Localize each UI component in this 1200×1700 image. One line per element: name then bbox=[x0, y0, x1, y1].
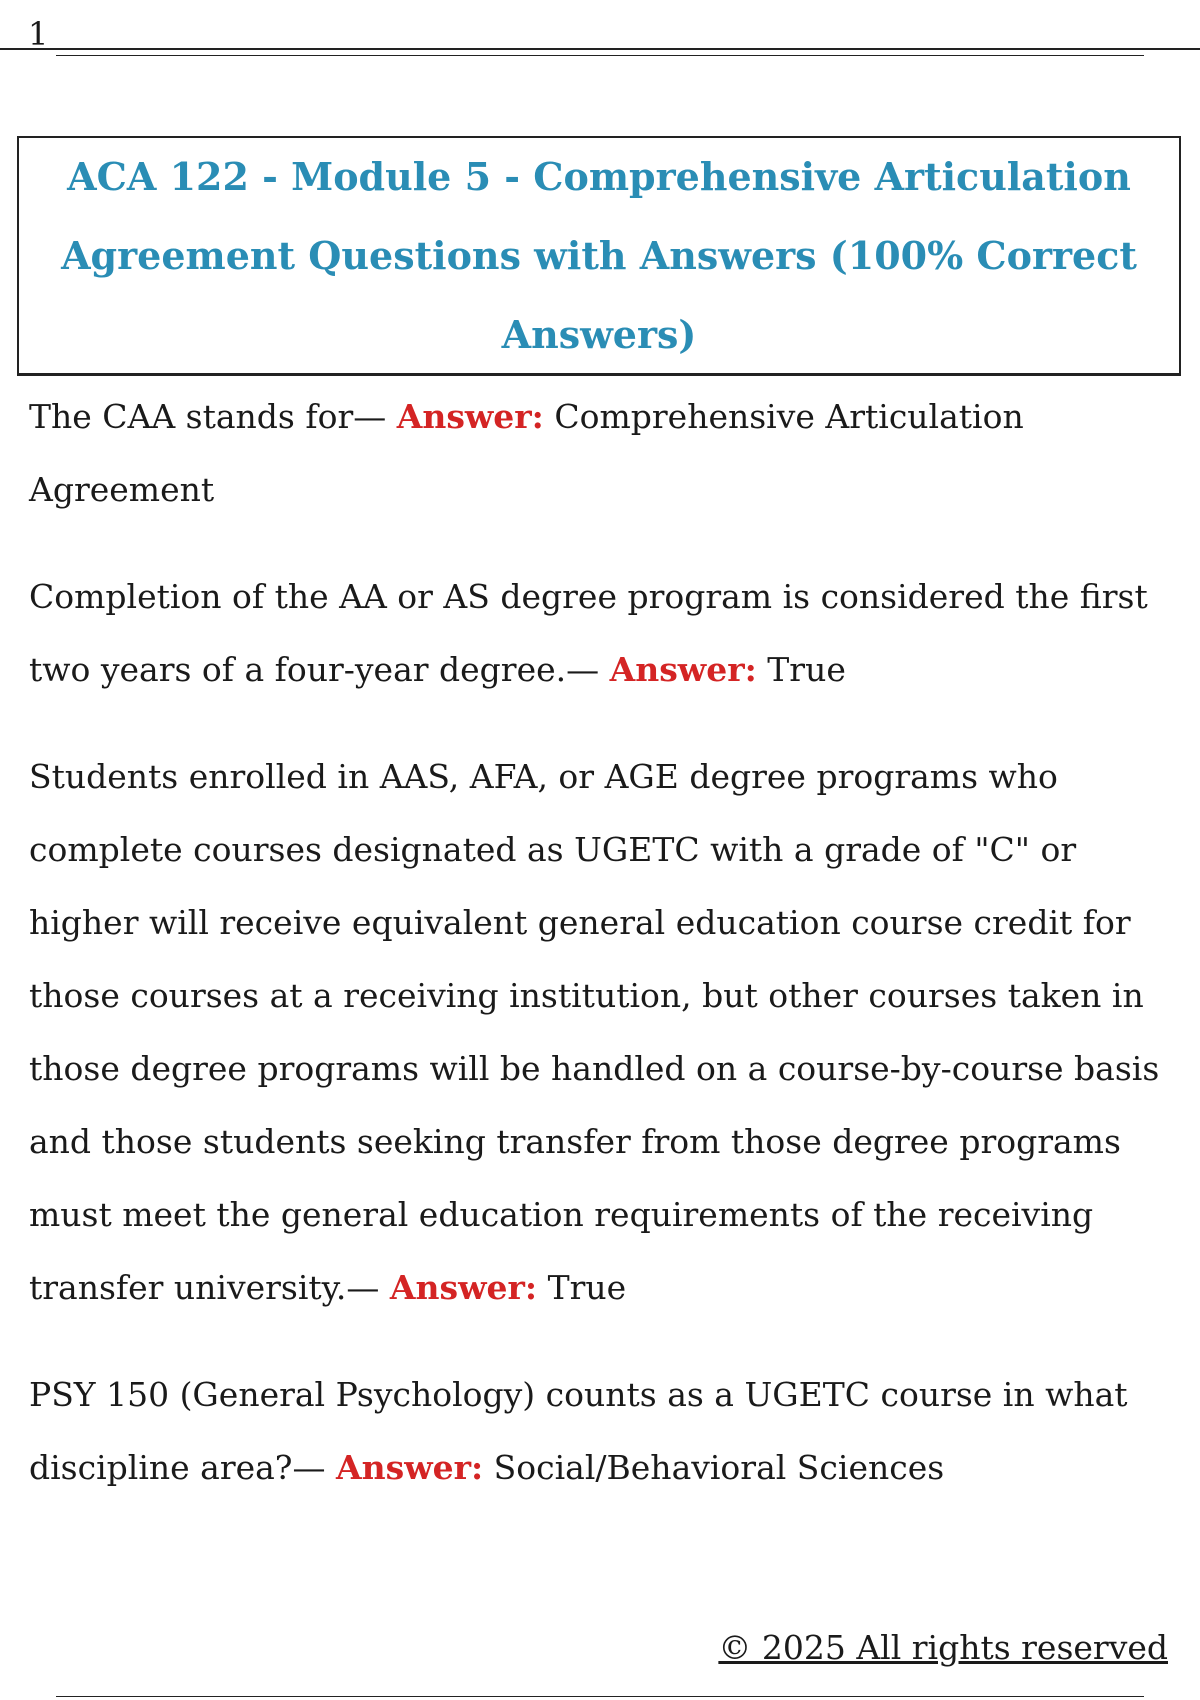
answer-label: Answer: bbox=[609, 650, 757, 689]
question-text: Completion of the AA or AS degree program is considered the first two years of a four-year degree.— bbox=[29, 577, 1148, 689]
header-rule-top bbox=[0, 48, 1200, 50]
header-rule-bottom bbox=[56, 55, 1144, 56]
question-text: The CAA stands for— bbox=[29, 397, 387, 436]
answer-label: Answer: bbox=[336, 1448, 484, 1487]
copyright-footer: © 2025 All rights reserved bbox=[718, 1628, 1168, 1667]
answer-text: True bbox=[767, 650, 846, 689]
qa-list bbox=[29, 380, 1179, 1538]
question-text: PSY 150 (General Psychology) counts as a UGETC course in what discipline area?— bbox=[29, 1375, 1128, 1487]
document-title: ACA 122 - Module 5 - Comprehensive Articulation Agreement Questions with Answers (100% Correct Answers) bbox=[61, 154, 1137, 357]
answer-text: Social/Behavioral Sciences bbox=[493, 1448, 945, 1487]
footer-rule bbox=[56, 1696, 1144, 1697]
title-box bbox=[17, 136, 1181, 376]
answer-text: Comprehensive Articulation Agreement bbox=[29, 397, 1024, 509]
answer-label: Answer: bbox=[389, 1268, 538, 1307]
qa-item bbox=[29, 740, 1179, 1324]
answer-text: True bbox=[547, 1268, 627, 1307]
qa-item bbox=[29, 1358, 1179, 1504]
qa-item bbox=[29, 380, 1179, 526]
question-text: Students enrolled in AAS, AFA, or AGE degree programs who complete courses designated as UGETC with a grade of "C" or higher will receive equivalent general education course credit for those courses at a receiving institution, but other courses taken in those degree programs will be handled on a course-by-course basis and those students seeking transfer from those degree programs must meet the general education requirements of the receiving transfer university.— bbox=[29, 757, 1160, 1307]
page-number: 1 bbox=[28, 15, 49, 53]
qa-item bbox=[29, 560, 1179, 706]
answer-label: Answer: bbox=[396, 397, 544, 436]
